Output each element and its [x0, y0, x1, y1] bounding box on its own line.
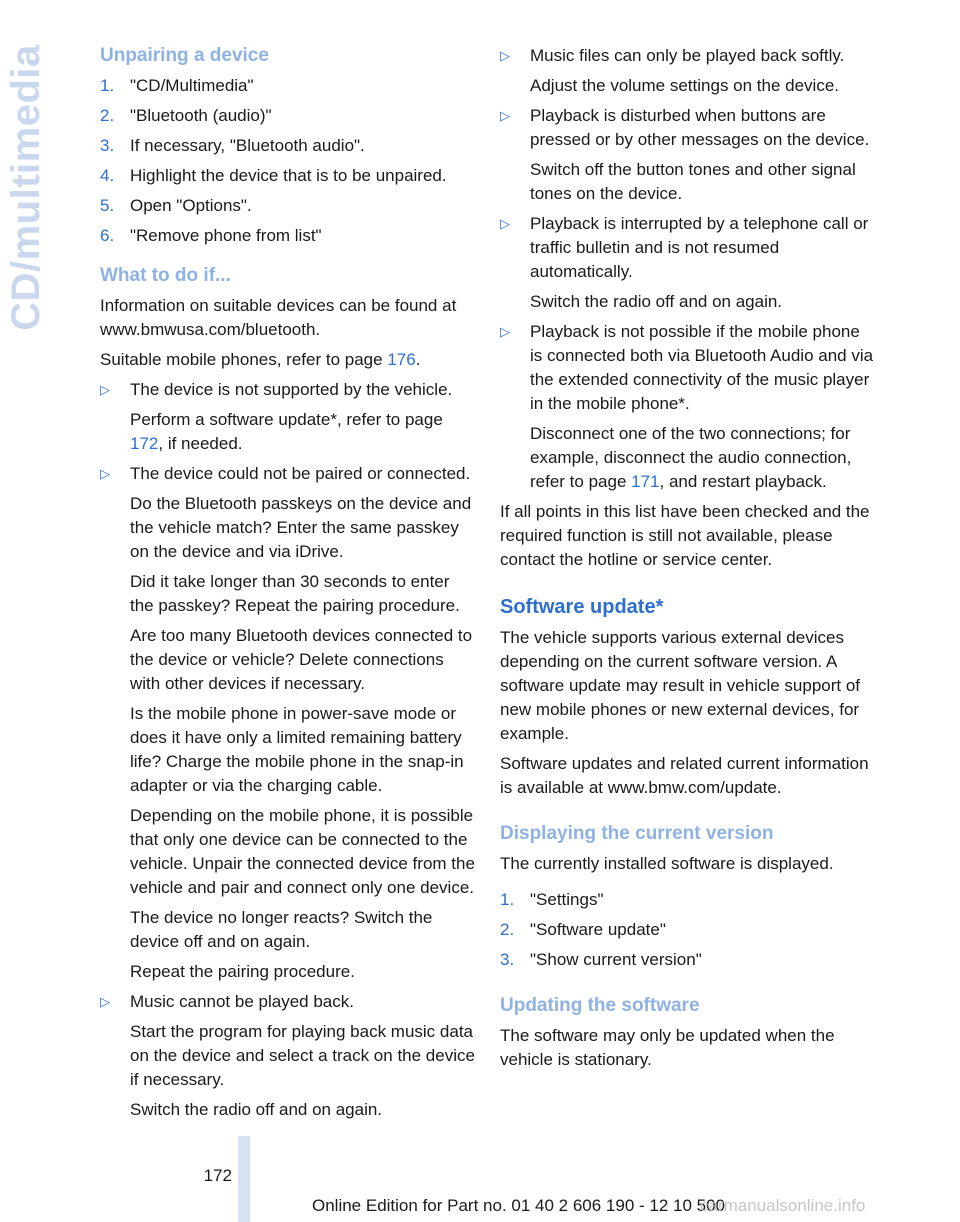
display-version-text: The currently installed software is displayed. [500, 854, 834, 873]
display-version-steps [500, 888, 876, 972]
left-column [100, 44, 476, 1128]
triangle-right-icon: ▷ [500, 108, 510, 123]
page-link[interactable]: 176 [387, 350, 416, 369]
bullet-item: ▷ The device could not be paired or connected. Do the Bluetooth passkeys on the device and the vehicle match? Enter the same passkey on the device and via iDrive. Did it take longer than 30 seconds to enter the passkey? Repeat the pairing procedure. Are too many Bluetooth devices connected to the device or vehicle? Delete connections with other devices if necessary. Is the mobile phone in power-save mode or does it have only a limited remaining battery life? Charge the mobile phone in the snap-in adapter or via the charging cable. Depending on the mobile phone, it is possible that only one device can be connected to the vehicle. Unpair the connected device from the vehicle and pair and connect only one device. The device no longer reacts? Switch the device off and on again. Repeat the pairing procedure. [100, 462, 476, 984]
list-item: 3. If necessary, "Bluetooth audio". [100, 136, 365, 155]
triangle-right-icon: ▷ [500, 216, 510, 231]
triangle-right-icon: ▷ [500, 48, 510, 63]
software-update-info: Software updates and related current information is available at www.bmw.com/update. [500, 754, 869, 797]
section-tab [4, 42, 48, 332]
list-item: 3. "Show current version" [500, 950, 702, 969]
bullet-item: ▷ Playback is interrupted by a telephone call or traffic bulletin and is not resumed automatically. Switch the radio off and on again. [500, 212, 876, 314]
bullet-item: ▷ Music cannot be played back. Start the program for playing back music data on the device and select a track on the device if necessary. Switch the radio off and on again. [100, 990, 476, 1122]
bullet-item: ▷ Music files can only be played back softly. Adjust the volume settings on the device. [500, 44, 876, 98]
what-to-do-heading: What to do if... [100, 265, 231, 286]
triangle-right-icon: ▷ [100, 382, 110, 397]
list-item: 4. Highlight the device that is to be unpaired. [100, 166, 447, 185]
software-update-text: The vehicle supports various external devices depending on the current software version. A software update may result in vehicle support of new mobile phones or new external devices, for example. [500, 628, 861, 743]
display-version-heading: Displaying the current version [500, 823, 774, 844]
bullet-item: ▷ Playback is not possible if the mobile phone is connected both via Bluetooth Audio and via the extended connectivity of the music player in the mobile phone*. Disconnect one of the two connections; for example, disconnect the audio connection, refer to page 171, and restart playback. [500, 320, 876, 494]
unpairing-heading: Unpairing a device [100, 45, 269, 66]
triangle-right-icon: ▷ [100, 466, 110, 481]
updating-software-heading: Updating the software [500, 995, 700, 1016]
page-number: 172 [203, 1166, 232, 1185]
list-item: 5. Open "Options". [100, 196, 252, 215]
list-item: 1. "CD/Multimedia" [100, 76, 254, 95]
page-link[interactable]: 171 [631, 472, 660, 491]
footer-bar [238, 1136, 250, 1222]
list-item: 2. "Software update" [500, 920, 666, 939]
triangle-right-icon: ▷ [100, 994, 110, 1009]
bullet-item: ▷ Playback is disturbed when buttons are pressed or by other messages on the device. Switch off the button tones and other signal tones on the device. [500, 104, 876, 206]
online-edition-text: Online Edition for Part no. 01 40 2 606 190 - 12 10 500 [312, 1196, 726, 1215]
unpair-steps [100, 74, 476, 248]
page-link[interactable]: 172 [130, 434, 159, 453]
list-item: 1. "Settings" [500, 890, 604, 909]
watermark: carmanualsonline.info [700, 1196, 866, 1215]
updating-software-text: The software may only be updated when the vehicle is stationary. [500, 1026, 835, 1069]
what-to-do-intro: Information on suitable devices can be found at www.bmwusa.com/bluetooth. [100, 296, 457, 339]
right-column [500, 44, 876, 1078]
bullet-item: ▷ The device is not supported by the vehicle. Perform a software update*, refer to page 172, if needed. [100, 378, 476, 456]
triangle-right-icon: ▷ [500, 324, 510, 339]
section-title: CD/multimedia [3, 43, 48, 331]
suitable-phones-text: Suitable mobile phones, refer to page 176. [100, 350, 421, 369]
list-item: 2. "Bluetooth (audio)" [100, 106, 272, 125]
list-item: 6. "Remove phone from list" [100, 226, 322, 245]
closing-text: If all points in this list have been checked and the required function is still not available, please contact the hotline or service center. [500, 502, 870, 569]
software-update-heading: Software update* [500, 596, 664, 618]
